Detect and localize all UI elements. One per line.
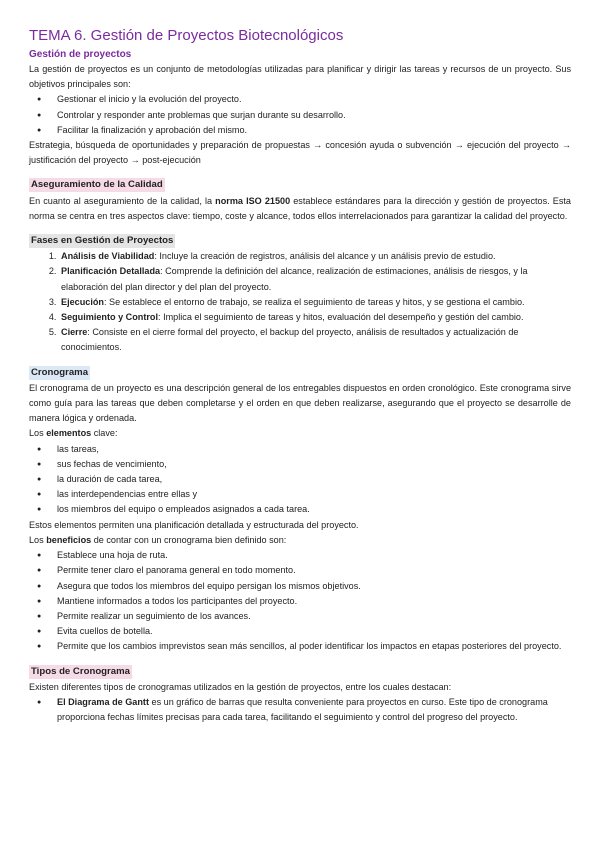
list-item: ● sus fechas de vencimiento, (57, 457, 571, 472)
gestion-objectives-list (29, 92, 571, 138)
tipos-heading: Tipos de Cronograma (31, 665, 130, 677)
beneficios-list (29, 548, 571, 654)
gestion-intro: La gestión de proyectos es un conjunto de metodologías utilizadas para planificar y dirigir las tareas y recursos de un proyecto. Sus objetivos principales son: (29, 64, 571, 90)
cronograma-intro: El cronograma de un proyecto es una descripción general de los entregables dispuestos en orden cronológico. Este cronograma sirve como guía para las tareas que deben completarse y el orden en que deben realizarse, asegurando que el proyecto se desarrolle de manera lógica y ordenada. (29, 382, 571, 424)
elementos-list (29, 442, 571, 518)
elementos-summary: Estos elementos permiten una planificación detallada y estructurada del proyecto. (29, 519, 359, 530)
list-item: ● Asegura que todos los miembros del equipo persigan los mismos objetivos. (57, 579, 571, 594)
list-item: ● Establece una hoja de ruta. (57, 548, 571, 563)
cronograma-heading: Cronograma (31, 366, 89, 378)
list-item: ● Evita cuellos de botella. (57, 624, 571, 639)
list-item: ● Controlar y responder ante problemas que surjan durante su desarrollo. (57, 108, 571, 123)
calidad-text: En cuanto al aseguramiento de la calidad, la norma ISO 21500 establece estándares para la dirección y gestión de proyectos. Esta norma se centra en tres aspectos clave: tiempo, coste y alcance, todos ellos interrelacionados para garantizar la calidad del proyecto. (29, 195, 571, 221)
list-item: ● Gestionar el inicio y la evolución del proyecto. (57, 92, 571, 107)
list-item: 5. Cierre: Consiste en el cierre formal del proyecto, el backup del proyecto, análisis de resultados y actualización de conocimientos. (59, 325, 571, 355)
tipos-intro: Existen diferentes tipos de cronogramas utilizados en la gestión de proyectos, entre los cuales destacan: (29, 681, 452, 692)
list-item: ● los miembros del equipo o empleados asignados a cada tarea. (57, 502, 571, 517)
list-item: ● Mantiene informados a todos los participantes del proyecto. (57, 594, 571, 609)
fases-list (29, 249, 571, 355)
list-item: ● Permite tener claro el panorama general en todo momento. (57, 563, 571, 578)
tipos-list (29, 695, 571, 725)
list-item: ● Permite realizar un seguimiento de los avances. (57, 609, 571, 624)
list-item: 2. Planificación Detallada: Comprende la definición del alcance, realización de estimaciones, análisis de riesgos, y la elaboración del plan director y del plan del proyecto. (59, 264, 571, 294)
gestion-heading: Gestión de proyectos (29, 49, 132, 60)
list-item: ● la duración de cada tarea, (57, 472, 571, 487)
elementos-intro: Los elementos clave: (29, 428, 118, 439)
list-item: 1. Análisis de Viabilidad: Incluye la creación de registros, análisis del alcance y un análisis previo de estudio. (59, 249, 571, 264)
fases-heading: Fases en Gestión de Proyectos (31, 235, 174, 247)
page-title: TEMA 6. Gestión de Proyectos Biotecnológicos (29, 27, 344, 44)
calidad-heading: Aseguramiento de la Calidad (31, 179, 163, 191)
beneficios-intro: Los beneficios de contar con un cronograma bien definido son: (29, 534, 287, 545)
list-item: ● las tareas, (57, 442, 571, 457)
list-item: ● las interdependencias entre ellas y (57, 487, 571, 502)
list-item: 4. Seguimiento y Control: Implica el seguimiento de tareas y hitos, evaluación del desempeño y gestión del cambio. (59, 310, 571, 325)
list-item: ● El Diagrama de Gantt es un gráfico de barras que resulta conveniente para proyectos en curso. Este tipo de cronograma proporciona fechas límites precisas para cada tarea, facilitando el seguimiento y control del progreso del proyecto. (57, 695, 571, 725)
list-item: 3. Ejecución: Se establece el entorno de trabajo, se realiza el seguimiento de tareas y hitos, y se gestiona el cambio. (59, 295, 571, 310)
gestion-estrategia: Estrategia, búsqueda de oportunidades y preparación de propuestas → concesión ayuda o subvención → ejecución del proyecto → justificación del proyecto → post-ejecución (29, 140, 571, 166)
list-item: ● Permite que los cambios imprevistos sean más sencillos, al poder identificar los impactos en etapas posteriores del proyecto. (57, 639, 571, 654)
list-item: ● Facilitar la finalización y aprobación del mismo. (57, 123, 571, 138)
